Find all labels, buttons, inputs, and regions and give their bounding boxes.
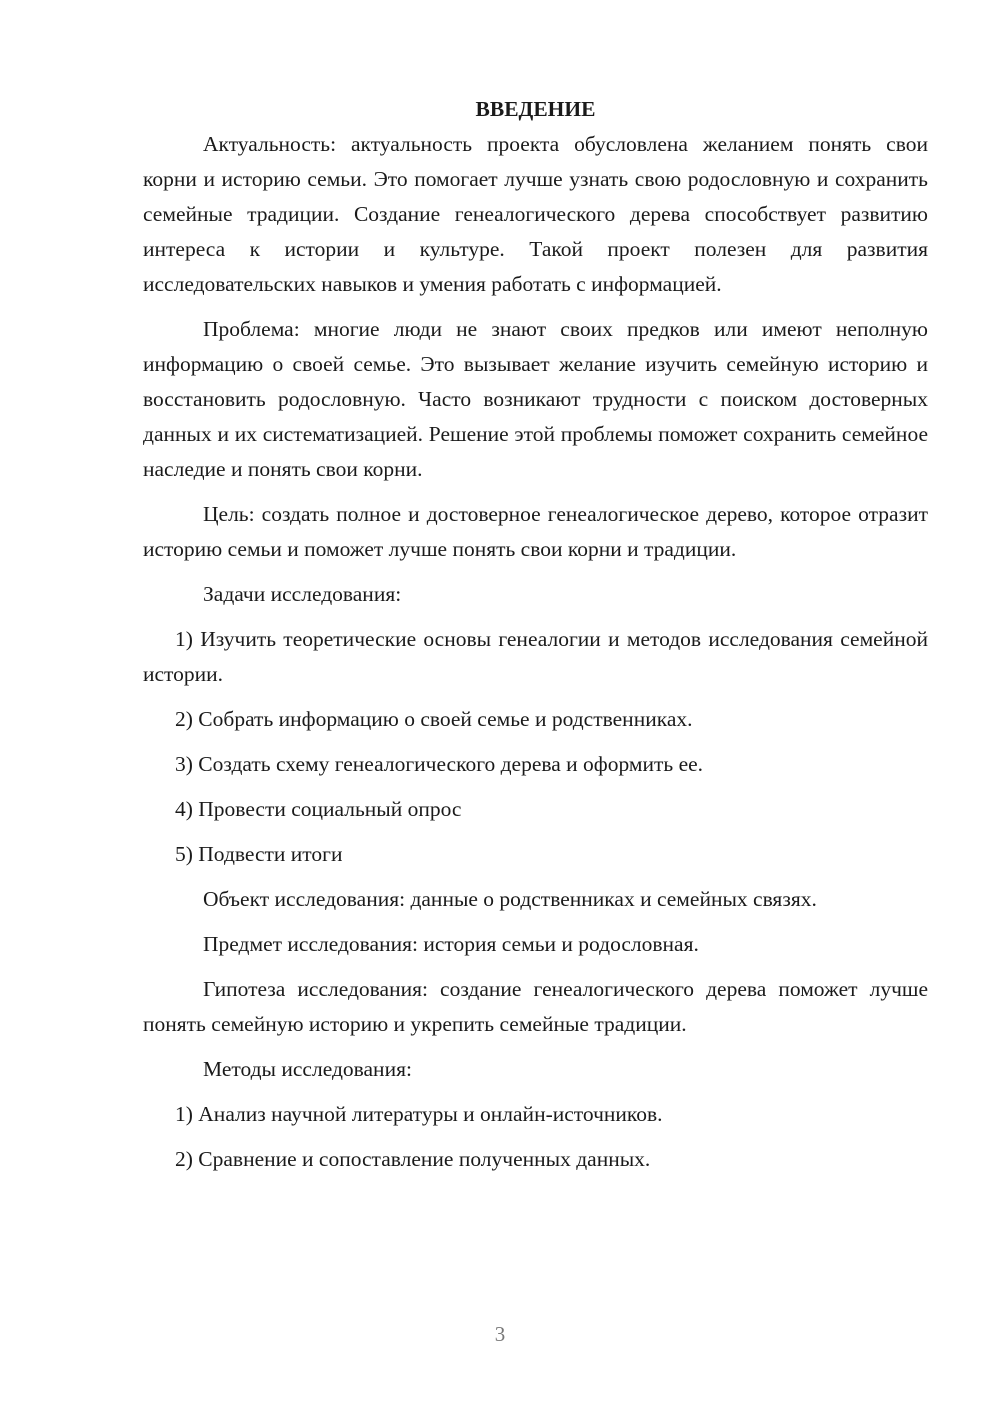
methods-title: Методы исследования: bbox=[203, 1057, 412, 1081]
task-item-2: 2) Собрать информацию о своей семье и родственниках. bbox=[175, 707, 693, 731]
task-item-5: 5) Подвести итоги bbox=[175, 842, 343, 866]
tasks-title: Задачи исследования: bbox=[203, 582, 402, 606]
subject-paragraph: Предмет исследования: история семьи и родословная. bbox=[203, 932, 699, 956]
task-item-4: 4) Провести социальный опрос bbox=[175, 797, 462, 821]
relevance-paragraph: Актуальность: актуальность проекта обусловлена желанием понять свои корни и историю семьи. Это помогает лучше узнать свою родословную и сохранить семейные традиции. Создание генеалогического дерева способствует развитию интереса к истории и культуре. Такой проект полезен для развития исследовательских навыков и умения работать с информацией. bbox=[143, 132, 928, 296]
problem-paragraph: Проблема: многие люди не знают своих предков или имеют неполную информацию о своей семье. Это вызывает желание изучить семейную историю и восстановить родословную. Часто возникают трудности с поиском достоверных данных и их систематизацией. Решение этой проблемы поможет сохранить семейное наследие и понять свои корни. bbox=[143, 317, 928, 481]
page-number: 3 bbox=[494, 1322, 506, 1346]
object-paragraph: Объект исследования: данные о родственниках и семейных связях. bbox=[203, 887, 817, 911]
method-item-1: 1) Анализ научной литературы и онлайн-источников. bbox=[175, 1102, 663, 1126]
section-heading: ВВЕДЕНИЕ bbox=[475, 97, 596, 121]
hypothesis-paragraph: Гипотеза исследования: создание генеалогического дерева поможет лучше понять семейную историю и укрепить семейные традиции. bbox=[143, 977, 928, 1036]
task-item-1: 1) Изучить теоретические основы генеалогии и методов исследования семейной истории. bbox=[143, 627, 928, 686]
task-item-3: 3) Создать схему генеалогического дерева и оформить ее. bbox=[175, 752, 704, 776]
method-item-2: 2) Сравнение и сопоставление полученных данных. bbox=[175, 1147, 651, 1171]
goal-paragraph: Цель: создать полное и достоверное генеалогическое дерево, которое отразит историю семьи и поможет лучше понять свои корни и традиции. bbox=[143, 502, 928, 561]
document-page bbox=[143, 92, 928, 1187]
